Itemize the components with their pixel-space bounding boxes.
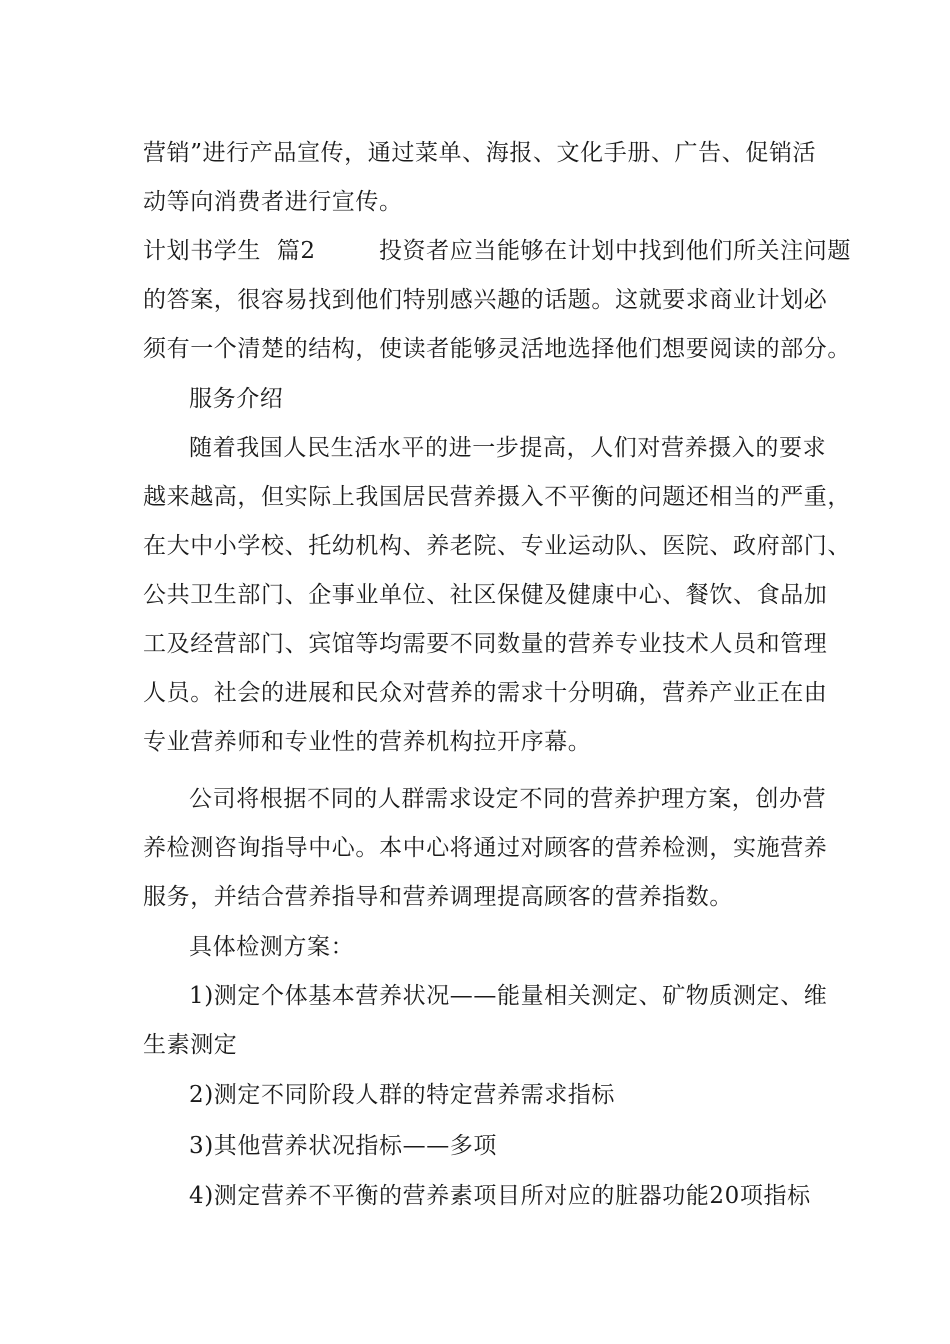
text-line: 服务，并结合营养指导和营养调理提高顾客的营养指数。 [143, 884, 733, 910]
section-heading-line: 计划书学生 篇2 投资者应当能够在计划中找到他们所关注问题 [143, 238, 851, 264]
text-line: 公司将根据不同的人群需求设定不同的营养护理方案，创办营 [189, 786, 827, 812]
list-item: 3)其他营养状况指标——多项 [189, 1133, 498, 1159]
text-line: 营销”进行产品宣传，通过菜单、海报、文化手册、广告、促销活 [143, 140, 817, 166]
text-line: 养检测咨询指导中心。本中心将通过对顾客的营养检测，实施营养 [143, 835, 828, 861]
subheading: 服务介绍 [189, 386, 284, 412]
text-line: 随着我国人民生活水平的进一步提高，人们对营养摄入的要求 [189, 435, 827, 461]
text-line: 人员。社会的进展和民众对营养的需求十分明确，营养产业正在由 [143, 680, 828, 706]
text-line: 动等向消费者进行宣传。 [143, 189, 403, 215]
text-line: 的答案，很容易找到他们特别感兴趣的话题。这就要求商业计划必 [143, 287, 828, 313]
text-line: 在大中小学校、托幼机构、养老院、专业运动队、医院、政府部门、 [143, 533, 851, 559]
list-item: 2)测定不同阶段人群的特定营养需求指标 [189, 1082, 616, 1108]
list-item: 4)测定营养不平衡的营养素项目所对应的脏器功能20项指标 [189, 1183, 811, 1209]
text-line: 须有一个清楚的结构，使读者能够灵活地选择他们想要阅读的部分。 [143, 336, 851, 362]
text-line: 专业营养师和专业性的营养机构拉开序幕。 [143, 729, 592, 755]
text-line: 工及经营部门、宾馆等均需要不同数量的营养专业技术人员和管理 [143, 631, 828, 657]
list-item: 1)测定个体基本营养状况——能量相关测定、矿物质测定、维 [189, 983, 828, 1009]
subheading: 具体检测方案： [189, 934, 355, 960]
text-line: 越来越高，但实际上我国居民营养摄入不平衡的问题还相当的严重， [143, 484, 851, 510]
list-item-continuation: 生素测定 [143, 1032, 238, 1058]
text-line: 公共卫生部门、企事业单位、社区保健及健康中心、餐饮、食品加 [143, 582, 828, 608]
